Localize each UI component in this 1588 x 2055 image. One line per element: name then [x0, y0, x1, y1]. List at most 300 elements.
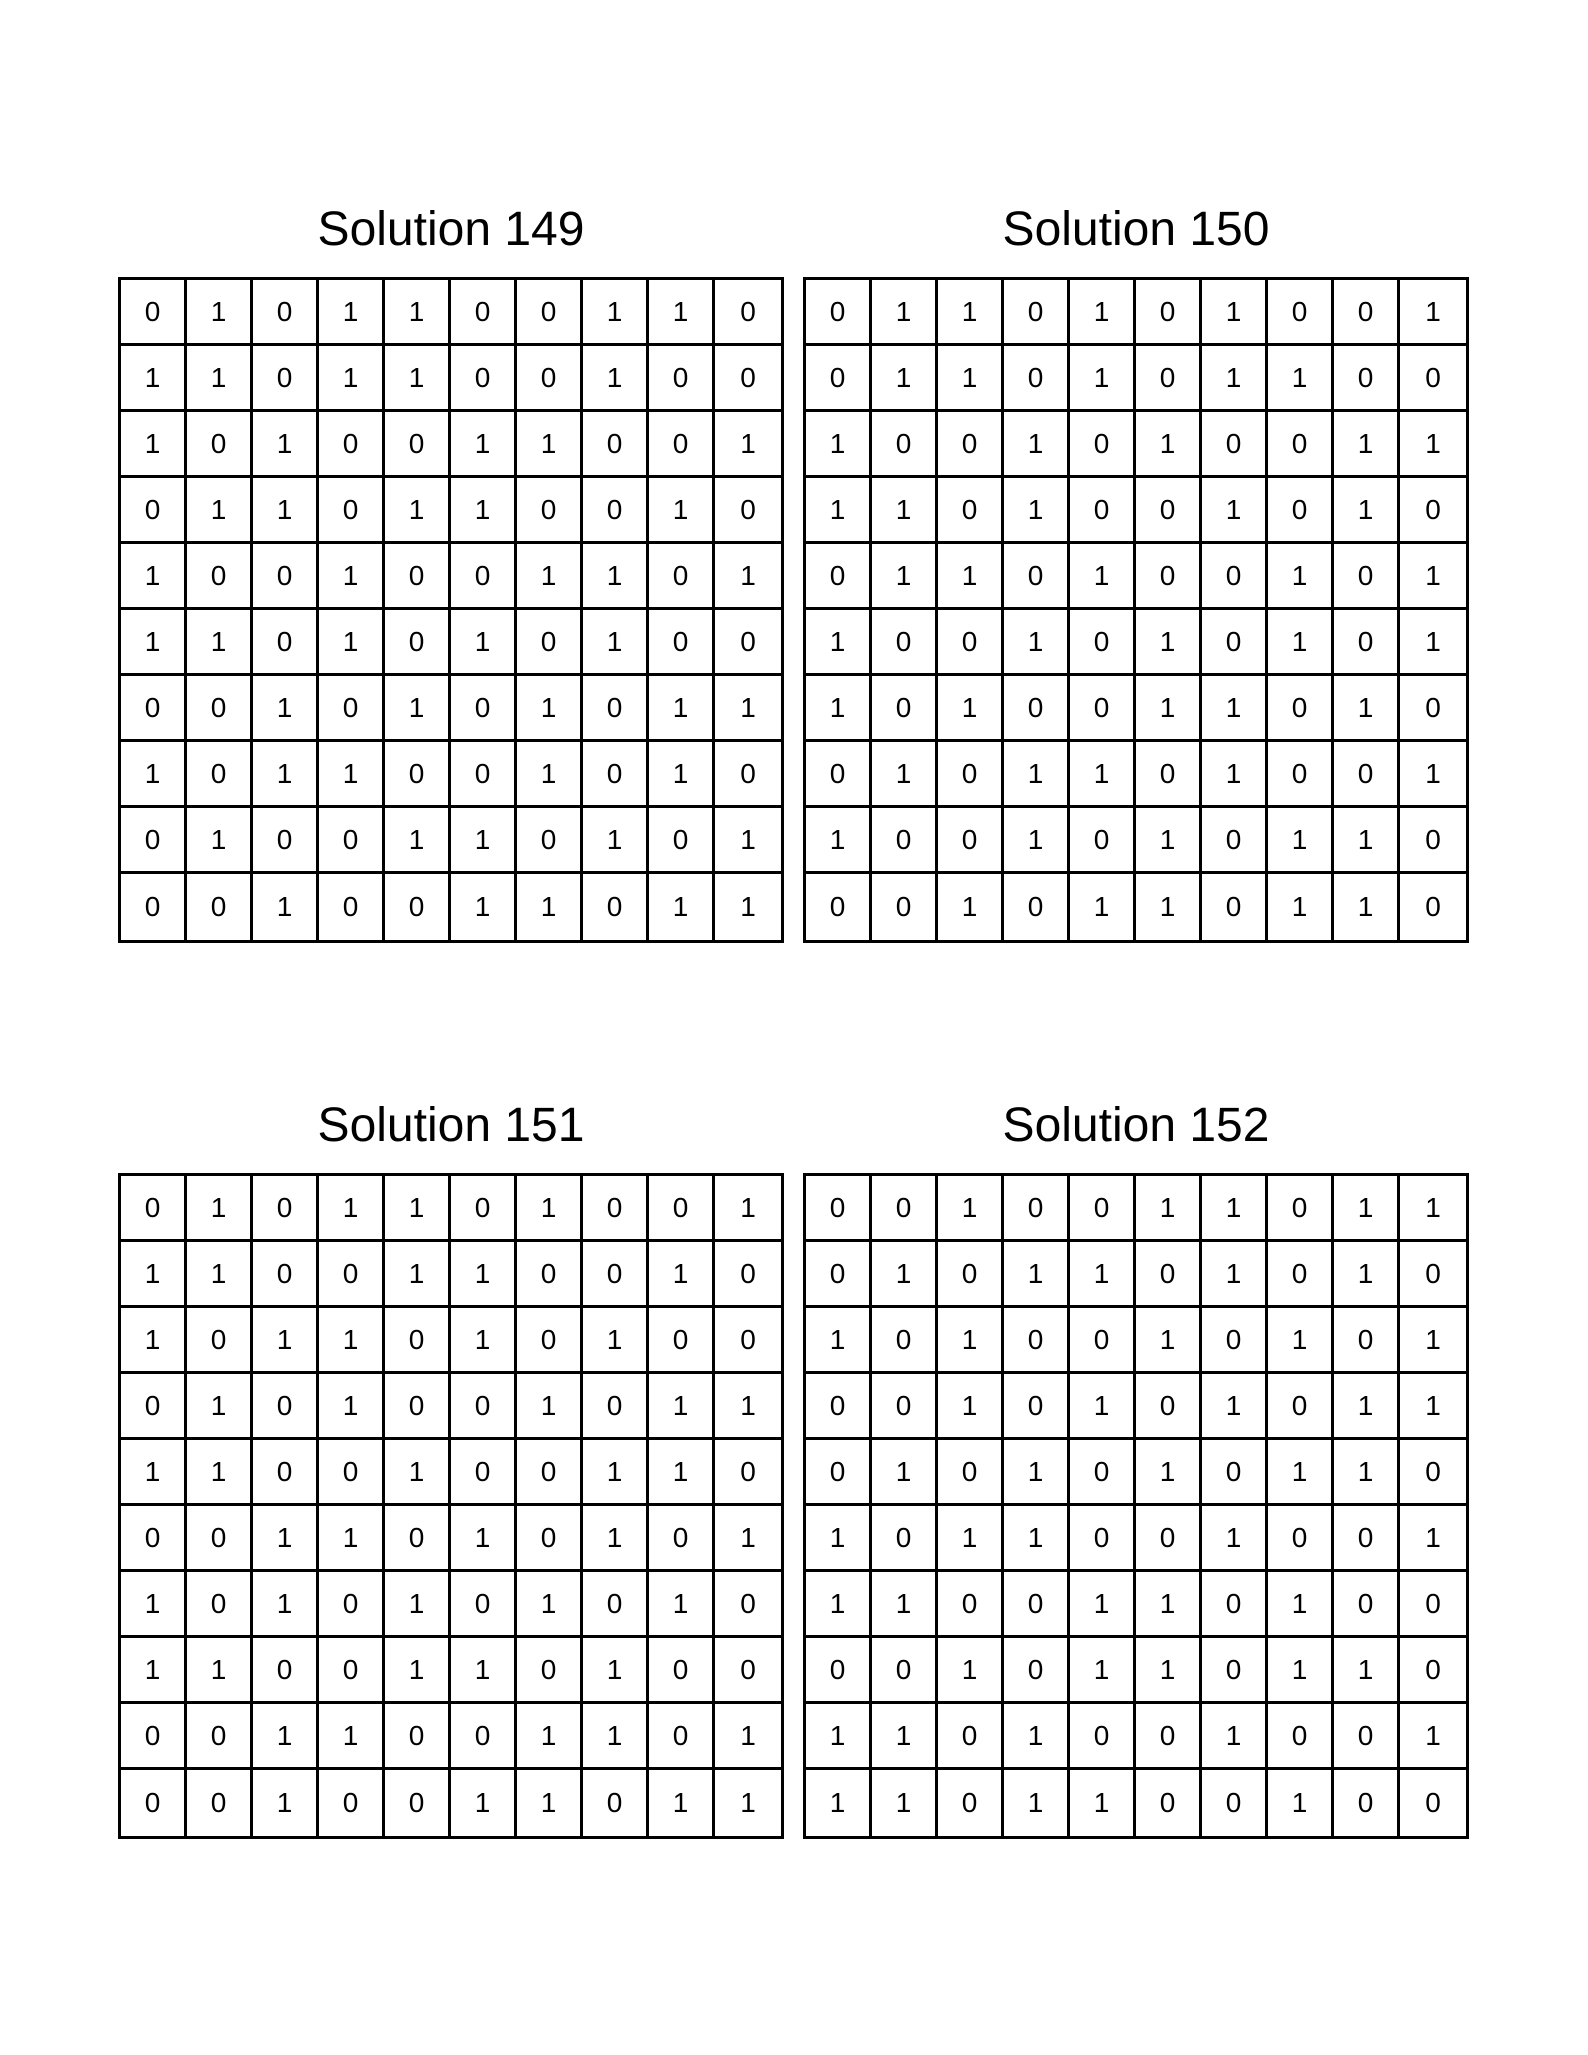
grid-cell: 1	[1202, 1506, 1268, 1572]
grid-cell: 0	[938, 1770, 1004, 1836]
grid-cell: 0	[1004, 1572, 1070, 1638]
grid-cell: 0	[451, 676, 517, 742]
grid-cell: 0	[806, 742, 872, 808]
grid-cell: 1	[806, 412, 872, 478]
grid-cell: 1	[253, 874, 319, 940]
grid-cell: 0	[583, 742, 649, 808]
grid-cell: 1	[517, 1176, 583, 1242]
grid-cell: 0	[187, 544, 253, 610]
puzzle-title: Solution 150	[1002, 203, 1270, 256]
grid-cell: 1	[938, 676, 1004, 742]
grid-cell: 0	[649, 808, 715, 874]
grid-cell: 1	[872, 346, 938, 412]
grid-cell: 0	[806, 1374, 872, 1440]
grid-cell: 1	[1202, 742, 1268, 808]
grid-cell: 0	[253, 1440, 319, 1506]
grid-cell: 1	[872, 742, 938, 808]
grid-cell: 1	[583, 610, 649, 676]
grid-cell: 1	[319, 544, 385, 610]
grid-cell: 0	[1070, 1704, 1136, 1770]
grid-cell: 1	[517, 742, 583, 808]
grid-cell: 1	[253, 1704, 319, 1770]
grid-cell: 1	[806, 478, 872, 544]
grid-cell: 0	[187, 1506, 253, 1572]
grid-cell: 0	[649, 610, 715, 676]
grid-cell: 1	[1334, 874, 1400, 940]
grid-cell: 1	[583, 280, 649, 346]
grid-cell: 1	[938, 1308, 1004, 1374]
grid-cell: 1	[121, 610, 187, 676]
grid-cell: 0	[1136, 478, 1202, 544]
grid-cell: 0	[583, 874, 649, 940]
grid-cell: 0	[1004, 1308, 1070, 1374]
grid-cell: 0	[1136, 346, 1202, 412]
grid-cell: 1	[1268, 346, 1334, 412]
grid-cell: 0	[121, 1770, 187, 1836]
grid-cell: 1	[1334, 1638, 1400, 1704]
grid-cell: 1	[715, 1176, 781, 1242]
grid-cell: 1	[319, 1176, 385, 1242]
grid-cell: 1	[1400, 1176, 1466, 1242]
grid-cell: 0	[1070, 808, 1136, 874]
grid-cell: 1	[187, 478, 253, 544]
grid-cell: 1	[1202, 280, 1268, 346]
grid-cell: 0	[1400, 676, 1466, 742]
grid-cell: 0	[1334, 1704, 1400, 1770]
grid-cell: 0	[253, 1638, 319, 1704]
puzzle-grid	[803, 1173, 1469, 1839]
grid-cell: 0	[385, 874, 451, 940]
grid-cell: 0	[187, 1770, 253, 1836]
grid-cell: 0	[385, 1374, 451, 1440]
grid-cell: 1	[1136, 1572, 1202, 1638]
grid-cell: 1	[1136, 808, 1202, 874]
grid-cell: 0	[715, 1572, 781, 1638]
grid-cell: 0	[1136, 1770, 1202, 1836]
grid-cell: 1	[121, 412, 187, 478]
grid-cell: 0	[451, 1704, 517, 1770]
grid-cell: 1	[451, 610, 517, 676]
grid-cell: 1	[806, 1308, 872, 1374]
grid-cell: 1	[187, 1638, 253, 1704]
grid-cell: 0	[121, 478, 187, 544]
grid-cell: 1	[1268, 874, 1334, 940]
grid-cell: 0	[1400, 1440, 1466, 1506]
grid-cell: 1	[1070, 1242, 1136, 1308]
grid-cell: 0	[121, 1374, 187, 1440]
grid-cell: 1	[253, 478, 319, 544]
grid-cell: 1	[1136, 412, 1202, 478]
grid-cell: 0	[1004, 874, 1070, 940]
grid-cell: 1	[583, 1506, 649, 1572]
grid-cell: 0	[806, 1242, 872, 1308]
grid-cell: 1	[1004, 478, 1070, 544]
grid-cell: 1	[1268, 1572, 1334, 1638]
grid-cell: 0	[121, 1506, 187, 1572]
grid-cell: 1	[385, 676, 451, 742]
grid-cell: 1	[938, 1506, 1004, 1572]
grid-cell: 1	[121, 1440, 187, 1506]
grid-cell: 1	[253, 676, 319, 742]
grid-cell: 0	[187, 412, 253, 478]
grid-cell: 0	[517, 808, 583, 874]
grid-cell: 1	[1070, 346, 1136, 412]
grid-cell: 0	[938, 1242, 1004, 1308]
grid-cell: 1	[451, 1638, 517, 1704]
grid-cell: 1	[187, 610, 253, 676]
grid-cell: 1	[649, 478, 715, 544]
grid-cell: 0	[649, 1176, 715, 1242]
grid-cell: 0	[938, 412, 1004, 478]
grid-cell: 1	[187, 346, 253, 412]
grid-cell: 0	[1070, 1506, 1136, 1572]
grid-cell: 0	[649, 346, 715, 412]
grid-cell: 0	[319, 1440, 385, 1506]
grid-cell: 1	[319, 346, 385, 412]
grid-cell: 0	[319, 808, 385, 874]
grid-cell: 1	[1202, 1176, 1268, 1242]
grid-cell: 1	[517, 676, 583, 742]
grid-cell: 0	[121, 1176, 187, 1242]
grid-cell: 0	[583, 1242, 649, 1308]
grid-cell: 1	[253, 1506, 319, 1572]
grid-cell: 1	[451, 808, 517, 874]
grid-cell: 1	[715, 808, 781, 874]
grid-cell: 1	[319, 610, 385, 676]
grid-cell: 1	[1070, 874, 1136, 940]
grid-cell: 1	[1202, 478, 1268, 544]
grid-cell: 0	[451, 346, 517, 412]
grid-cell: 1	[1268, 1440, 1334, 1506]
grid-cell: 1	[1268, 610, 1334, 676]
grid-cell: 1	[1070, 1770, 1136, 1836]
grid-cell: 0	[806, 346, 872, 412]
grid-cell: 1	[872, 1242, 938, 1308]
grid-cell: 0	[253, 610, 319, 676]
grid-cell: 0	[1268, 742, 1334, 808]
grid-cell: 0	[253, 808, 319, 874]
grid-cell: 0	[517, 610, 583, 676]
grid-cell: 0	[187, 1572, 253, 1638]
grid-cell: 1	[517, 1572, 583, 1638]
grid-cell: 0	[1334, 346, 1400, 412]
grid-cell: 0	[715, 280, 781, 346]
grid-cell: 0	[583, 1572, 649, 1638]
grid-cell: 1	[121, 1308, 187, 1374]
grid-cell: 0	[649, 1638, 715, 1704]
grid-cell: 0	[1004, 1638, 1070, 1704]
grid-cell: 1	[649, 1770, 715, 1836]
grid-cell: 0	[319, 412, 385, 478]
grid-cell: 0	[583, 1176, 649, 1242]
grid-cell: 0	[1136, 742, 1202, 808]
grid-cell: 0	[1070, 412, 1136, 478]
grid-cell: 1	[1334, 1440, 1400, 1506]
grid-cell: 1	[583, 544, 649, 610]
grid-cell: 1	[806, 1572, 872, 1638]
grid-cell: 0	[1400, 346, 1466, 412]
grid-cell: 0	[1136, 544, 1202, 610]
grid-cell: 0	[319, 676, 385, 742]
grid-cell: 0	[1004, 544, 1070, 610]
grid-cell: 1	[1334, 676, 1400, 742]
grid-cell: 1	[121, 1638, 187, 1704]
grid-cell: 0	[806, 280, 872, 346]
grid-cell: 0	[715, 346, 781, 412]
grid-cell: 1	[253, 1572, 319, 1638]
grid-cell: 1	[649, 1242, 715, 1308]
grid-cell: 1	[385, 478, 451, 544]
grid-cell: 1	[187, 1242, 253, 1308]
grid-cell: 1	[1004, 808, 1070, 874]
grid-cell: 0	[1400, 1242, 1466, 1308]
grid-cell: 0	[1004, 676, 1070, 742]
grid-cell: 1	[253, 412, 319, 478]
grid-cell: 0	[121, 808, 187, 874]
grid-cell: 0	[319, 874, 385, 940]
grid-cell: 0	[583, 1374, 649, 1440]
grid-cell: 1	[806, 808, 872, 874]
grid-cell: 0	[938, 742, 1004, 808]
grid-cell: 1	[1334, 478, 1400, 544]
grid-cell: 1	[1334, 1374, 1400, 1440]
grid-cell: 1	[649, 280, 715, 346]
grid-cell: 0	[517, 1440, 583, 1506]
grid-cell: 1	[806, 1704, 872, 1770]
grid-cell: 0	[715, 1440, 781, 1506]
grid-cell: 0	[385, 544, 451, 610]
grid-cell: 0	[451, 1572, 517, 1638]
grid-cell: 0	[715, 1638, 781, 1704]
grid-cell: 1	[806, 610, 872, 676]
grid-cell: 0	[649, 1704, 715, 1770]
grid-cell: 1	[1268, 1308, 1334, 1374]
grid-cell: 0	[806, 1638, 872, 1704]
grid-cell: 1	[319, 742, 385, 808]
grid-cell: 0	[187, 1308, 253, 1374]
grid-cell: 0	[1070, 1308, 1136, 1374]
grid-cell: 0	[253, 544, 319, 610]
grid-cell: 1	[872, 478, 938, 544]
grid-cell: 1	[319, 280, 385, 346]
grid-cell: 0	[1425, 891, 1441, 922]
puzzle-title: Solution 151	[317, 1099, 585, 1152]
grid-cell: 1	[715, 412, 781, 478]
grid-cell: 1	[740, 1787, 756, 1818]
grid-cell: 0	[517, 346, 583, 412]
grid-cell: 0	[649, 1506, 715, 1572]
grid-cell: 1	[1070, 1638, 1136, 1704]
grid-cell: 0	[583, 478, 649, 544]
grid-cell: 0	[1004, 1176, 1070, 1242]
grid-cell: 0	[451, 1176, 517, 1242]
grid-cell: 1	[938, 1374, 1004, 1440]
grid-cell: 0	[872, 412, 938, 478]
grid-cell: 1	[451, 874, 517, 940]
grid-cell: 0	[1202, 1770, 1268, 1836]
grid-cell: 0	[1268, 1176, 1334, 1242]
grid-cell: 0	[1202, 412, 1268, 478]
grid-cell: 0	[938, 808, 1004, 874]
grid-cell: 1	[385, 1638, 451, 1704]
grid-cell: 1	[319, 1308, 385, 1374]
grid-cell: 1	[649, 874, 715, 940]
grid-cell: 1	[187, 280, 253, 346]
grid-cell: 0	[1268, 1704, 1334, 1770]
grid-cell: 0	[1268, 412, 1334, 478]
grid-cell: 1	[253, 1770, 319, 1836]
grid-cell: 1	[1070, 742, 1136, 808]
grid-cell: 0	[253, 1374, 319, 1440]
grid-cell: 1	[872, 1770, 938, 1836]
grid-cell: 0	[1202, 1572, 1268, 1638]
grid-cell: 0	[319, 1638, 385, 1704]
grid-cell: 0	[1268, 280, 1334, 346]
grid-cell: 1	[1136, 610, 1202, 676]
grid-cell: 1	[451, 1506, 517, 1572]
grid-cell: 1	[1268, 1770, 1334, 1836]
grid-cell: 0	[385, 742, 451, 808]
grid-cell: 1	[1202, 346, 1268, 412]
grid-cell: 1	[1400, 742, 1466, 808]
grid-cell: 1	[385, 1242, 451, 1308]
grid-cell: 1	[517, 874, 583, 940]
grid-cell: 0	[187, 1704, 253, 1770]
grid-cell: 1	[1268, 544, 1334, 610]
grid-cell: 0	[938, 1572, 1004, 1638]
grid-cell: 1	[253, 742, 319, 808]
grid-cell: 0	[517, 1308, 583, 1374]
grid-cell: 0	[1334, 1308, 1400, 1374]
grid-cell: 1	[938, 1638, 1004, 1704]
grid-cell: 1	[872, 280, 938, 346]
grid-cell: 0	[806, 544, 872, 610]
grid-cell: 0	[806, 1440, 872, 1506]
grid-cell: 1	[938, 346, 1004, 412]
grid-cell: 1	[649, 1440, 715, 1506]
grid-cell: 1	[872, 1440, 938, 1506]
grid-cell: 1	[872, 544, 938, 610]
grid-cell: 0	[517, 1506, 583, 1572]
grid-cell: 1	[319, 1374, 385, 1440]
grid-cell: 1	[319, 1704, 385, 1770]
grid-cell: 1	[451, 1308, 517, 1374]
grid-cell: 0	[649, 412, 715, 478]
grid-cell: 0	[872, 1638, 938, 1704]
grid-cell: 0	[1136, 280, 1202, 346]
grid-cell: 1	[1004, 1242, 1070, 1308]
grid-cell: 0	[451, 1374, 517, 1440]
grid-cell: 1	[806, 676, 872, 742]
grid-cell: 0	[1004, 280, 1070, 346]
grid-cell: 0	[1070, 1440, 1136, 1506]
grid-cell: 0	[385, 1770, 451, 1836]
grid-cell: 0	[121, 1704, 187, 1770]
grid-cell: 0	[253, 1176, 319, 1242]
grid-cell: 0	[1268, 478, 1334, 544]
grid-cell: 1	[1070, 544, 1136, 610]
grid-cell: 1	[715, 1374, 781, 1440]
grid-cell: 1	[319, 1506, 385, 1572]
grid-cell: 1	[451, 478, 517, 544]
grid-cell: 1	[187, 808, 253, 874]
grid-cell: 1	[385, 1572, 451, 1638]
grid-cell: 1	[583, 346, 649, 412]
grid-cell: 1	[385, 1176, 451, 1242]
grid-cell: 0	[121, 874, 187, 940]
grid-cell: 0	[806, 874, 872, 940]
grid-cell: 0	[121, 676, 187, 742]
grid-cell: 1	[517, 544, 583, 610]
grid-cell: 0	[451, 742, 517, 808]
grid-cell: 1	[1202, 1704, 1268, 1770]
grid-cell: 0	[1070, 610, 1136, 676]
grid-cell: 0	[1004, 1374, 1070, 1440]
grid-cell: 1	[1400, 280, 1466, 346]
grid-cell: 1	[121, 544, 187, 610]
grid-cell: 0	[872, 1176, 938, 1242]
grid-cell: 0	[872, 1374, 938, 1440]
puzzle-title: Solution 149	[317, 203, 585, 256]
grid-cell: 1	[1400, 610, 1466, 676]
grid-cell: 0	[451, 1440, 517, 1506]
grid-cell: 1	[253, 1308, 319, 1374]
grid-cell: 1	[1004, 610, 1070, 676]
grid-cell: 0	[385, 1308, 451, 1374]
grid-cell: 1	[1400, 1374, 1466, 1440]
grid-cell: 1	[385, 346, 451, 412]
grid-cell: 1	[1136, 1176, 1202, 1242]
grid-cell: 1	[1004, 1704, 1070, 1770]
grid-cell: 0	[1202, 544, 1268, 610]
grid-cell: 1	[715, 1704, 781, 1770]
grid-cell: 0	[1334, 1770, 1400, 1836]
grid-cell: 0	[1136, 1374, 1202, 1440]
grid-cell: 1	[121, 1572, 187, 1638]
grid-cell: 1	[938, 544, 1004, 610]
grid-cell: 1	[451, 1242, 517, 1308]
grid-cell: 0	[1202, 1308, 1268, 1374]
grid-cell: 0	[253, 280, 319, 346]
grid-cell: 0	[715, 1242, 781, 1308]
grid-cell: 0	[517, 280, 583, 346]
grid-cell: 1	[583, 1308, 649, 1374]
grid-cell: 0	[1070, 676, 1136, 742]
grid-cell: 0	[385, 1704, 451, 1770]
grid-cell: 0	[187, 676, 253, 742]
grid-cell: 1	[385, 808, 451, 874]
grid-cell: 0	[1334, 610, 1400, 676]
grid-cell: 1	[1334, 808, 1400, 874]
grid-cell: 0	[872, 610, 938, 676]
grid-cell: 1	[1004, 1506, 1070, 1572]
grid-cell: 0	[872, 808, 938, 874]
grid-cell: 0	[938, 610, 1004, 676]
grid-cell: 1	[583, 1440, 649, 1506]
grid-cell: 1	[1004, 412, 1070, 478]
grid-cell: 0	[121, 280, 187, 346]
grid-cell: 1	[715, 1506, 781, 1572]
grid-cell: 1	[649, 742, 715, 808]
grid-cell: 0	[253, 1242, 319, 1308]
grid-cell: 1	[517, 1374, 583, 1440]
grid-cell: 0	[715, 742, 781, 808]
grid-cell: 0	[1334, 742, 1400, 808]
grid-cell: 1	[649, 676, 715, 742]
grid-cell: 0	[938, 478, 1004, 544]
grid-cell: 1	[583, 1638, 649, 1704]
grid-cell: 0	[187, 742, 253, 808]
